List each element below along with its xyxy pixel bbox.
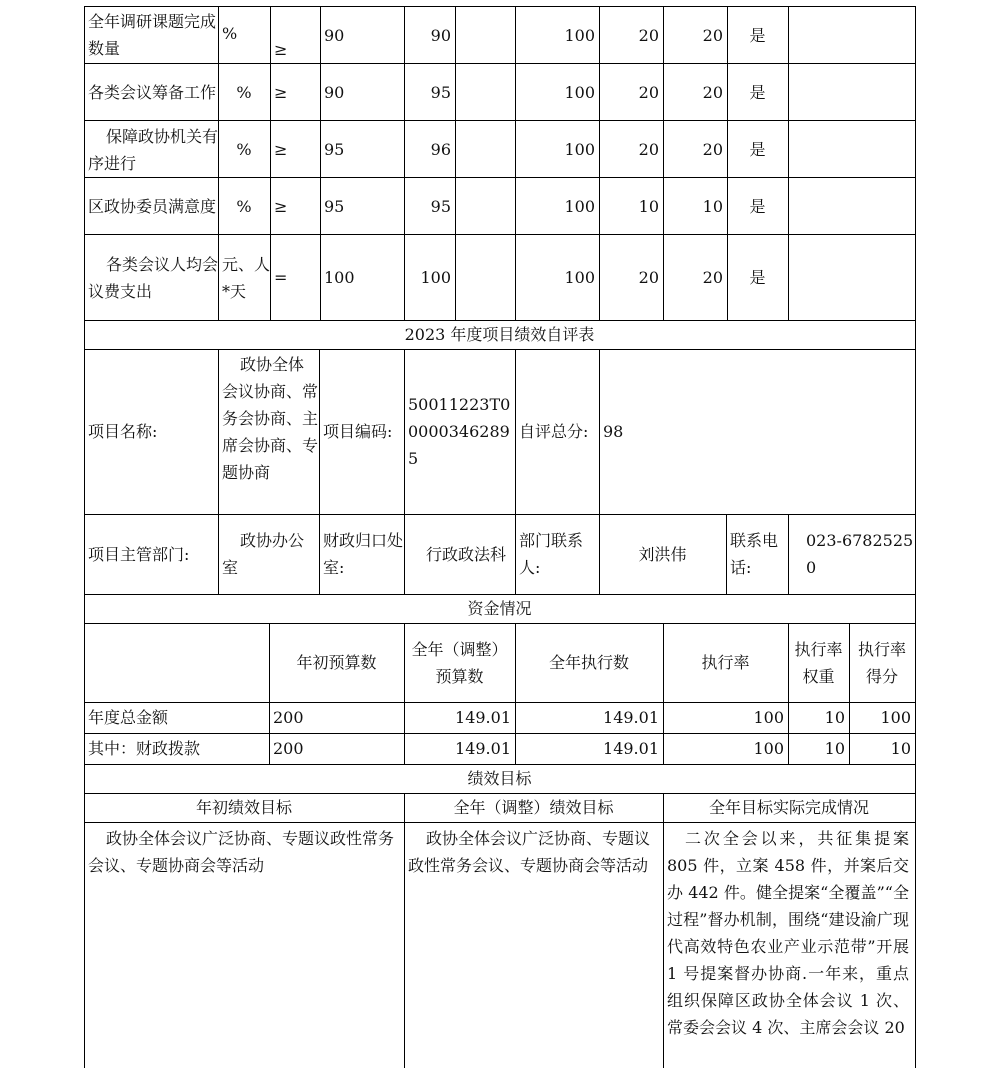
- column-divider: [404, 623, 405, 764]
- column-divider: [218, 6, 219, 320]
- self-score-value: 98: [603, 422, 624, 441]
- indicator-weight-cell: 20: [638, 268, 659, 287]
- goals-header-initial: 年初绩效目标: [195, 798, 292, 817]
- project-code-value: 50011223T000003462895: [408, 395, 511, 468]
- finance-office-label: 财政归口处室:: [323, 531, 404, 577]
- indicator-c1-cell: [455, 178, 515, 235]
- contact-label: 部门联系人:: [519, 531, 584, 577]
- indicator-symbol-cell: ≥: [274, 140, 288, 159]
- column-divider: [319, 349, 320, 514]
- phone-label: 联系电话:: [730, 531, 779, 577]
- indicator-score-cell: 20: [702, 25, 723, 45]
- column-divider: [727, 6, 728, 320]
- funds-label-cell: 年度总金额: [88, 708, 169, 727]
- funds-label-cell: 其中：财政拨款: [88, 739, 201, 758]
- row-divider: [84, 63, 916, 64]
- column-divider: [788, 6, 789, 320]
- funds-header-executed: 全年执行数: [548, 653, 629, 672]
- goals-header-adjusted: 全年（调整）绩效目标: [453, 798, 614, 817]
- column-divider: [849, 623, 850, 764]
- indicator-note-cell: [788, 121, 915, 178]
- funds-header-rate: 执行率: [701, 653, 750, 672]
- funds-initial-cell: 200: [273, 739, 304, 758]
- funds-header-blank: [84, 623, 269, 702]
- indicator-note-cell: [788, 6, 915, 64]
- row-divider: [84, 822, 916, 823]
- indicator-symbol-cell: =: [274, 268, 288, 287]
- goal-adjusted-text: 政协全体会议广泛协商、专题议政性常务会议、专题协商会等活动: [408, 829, 651, 875]
- indicator-c1-cell: [455, 64, 515, 121]
- column-divider: [515, 514, 516, 594]
- indicator-target-cell: 100: [324, 268, 355, 287]
- indicator-actual-cell: 95: [430, 197, 451, 216]
- column-divider: [218, 349, 219, 514]
- project-name-value: 政协全体会议协商、常务会协商、主席会协商、专题协商: [222, 355, 319, 482]
- dept-value: 政协办公室: [222, 531, 305, 577]
- indicator-unit-cell: %: [236, 197, 252, 216]
- indicator-c2-cell: 100: [564, 197, 595, 216]
- funds-score-cell: 100: [880, 708, 911, 727]
- goals-section-title: 绩效目标: [467, 769, 532, 788]
- table-title: 2023 年度项目绩效自评表: [404, 325, 595, 344]
- indicator-actual-cell: 95: [430, 83, 451, 102]
- indicator-c1-cell: [455, 235, 515, 320]
- row-divider: [84, 733, 916, 734]
- phone-value: 023-67825250: [806, 531, 914, 577]
- column-divider: [599, 349, 600, 514]
- contact-value: 刘洪伟: [638, 544, 687, 564]
- column-divider: [515, 623, 516, 764]
- indicator-c1-cell: [455, 121, 515, 178]
- column-divider: [599, 514, 600, 594]
- row-divider: [84, 594, 916, 595]
- indicator-weight-cell: 20: [638, 25, 659, 45]
- funds-section-title: 资金情况: [467, 599, 532, 618]
- column-divider: [404, 349, 405, 514]
- indicator-actual-cell: 100: [420, 268, 451, 287]
- column-divider: [404, 793, 405, 1068]
- funds-header-score: 执行率得分: [857, 639, 906, 686]
- indicator-symbol-cell: ≥: [274, 83, 288, 102]
- indicator-target-cell: 90: [324, 83, 345, 102]
- column-divider: [788, 623, 789, 764]
- row-divider: [84, 793, 916, 794]
- indicator-done-cell: 是: [749, 25, 766, 45]
- indicator-name-cell: 区政协委员满意度: [88, 197, 217, 216]
- funds-adjusted-cell: 149.01: [455, 708, 511, 727]
- row-divider: [84, 702, 916, 703]
- goal-actual-text: 二次全会以来，共征集提案 805 件，立案 458 件，并案后交办 442 件。健全提案“全覆盖”“全过程”督办机制，围绕“建设渝广现代高效特色农业产业示范带”开展 1 号提案督办协商.一年来，重点组织保障区政协全体会议 1 次、常委会会议 4 次、主席会会议 20: [667, 829, 909, 1037]
- indicator-weight-cell: 20: [638, 140, 659, 159]
- column-divider: [515, 6, 516, 320]
- indicator-name-cell: 保障政协机关有序进行: [88, 126, 218, 173]
- dept-label: 项目主管部门:: [88, 544, 190, 564]
- indicator-c2-cell: 100: [564, 140, 595, 159]
- self-score-label: 自评总分:: [519, 422, 589, 441]
- column-divider: [270, 6, 271, 320]
- indicator-target-cell: 95: [324, 197, 345, 216]
- funds-rate-cell: 100: [753, 708, 784, 727]
- row-divider: [84, 6, 916, 7]
- row-divider: [84, 177, 916, 178]
- column-divider: [663, 6, 664, 320]
- indicator-actual-cell: 90: [430, 25, 451, 45]
- funds-header-initial: 年初预算数: [296, 653, 377, 672]
- goal-initial-text: 政协全体会议广泛协商、专题议政性常务会议、专题协商会等活动: [88, 829, 395, 875]
- indicator-weight-cell: 20: [638, 83, 659, 102]
- indicator-c1-cell: [455, 6, 515, 64]
- funds-rate-cell: 100: [753, 739, 784, 758]
- row-divider: [84, 764, 916, 765]
- indicator-unit-cell: 元、人*天: [222, 254, 270, 301]
- column-divider: [515, 349, 516, 514]
- indicator-done-cell: 是: [749, 197, 766, 216]
- indicator-c2-cell: 100: [564, 25, 595, 45]
- indicator-note-cell: [788, 64, 915, 121]
- indicator-actual-cell: 96: [430, 140, 451, 159]
- indicator-unit-cell: %: [236, 83, 252, 102]
- funds-executed-cell: 149.01: [603, 708, 659, 727]
- indicator-done-cell: 是: [749, 83, 766, 102]
- column-divider: [218, 514, 219, 594]
- funds-weight-cell: 10: [824, 708, 845, 727]
- indicator-done-cell: 是: [749, 268, 766, 287]
- project-name-label: 项目名称:: [88, 422, 158, 441]
- row-divider: [84, 320, 916, 321]
- column-divider: [599, 6, 600, 320]
- funds-executed-cell: 149.01: [603, 739, 659, 758]
- column-divider: [269, 623, 270, 764]
- row-divider: [84, 623, 916, 624]
- goals-header-actual: 全年目标实际完成情况: [708, 798, 869, 817]
- indicator-target-cell: 90: [324, 25, 345, 45]
- indicator-name-cell: 全年调研课题完成数量: [88, 12, 217, 58]
- indicator-c2-cell: 100: [564, 268, 595, 287]
- column-divider: [788, 514, 789, 594]
- funds-weight-cell: 10: [824, 739, 845, 758]
- column-divider: [404, 514, 405, 594]
- table-border-left: [84, 6, 85, 1068]
- indicator-unit-cell: %: [222, 24, 238, 43]
- column-divider: [320, 6, 321, 320]
- indicator-done-cell: 是: [749, 140, 766, 159]
- indicator-target-cell: 95: [324, 140, 345, 159]
- funds-header-weight: 执行率权重: [794, 639, 843, 686]
- column-divider: [404, 6, 405, 320]
- row-divider: [84, 349, 916, 350]
- indicator-unit-cell: %: [236, 140, 252, 159]
- column-divider: [319, 514, 320, 594]
- indicator-note-cell: [788, 235, 915, 320]
- indicator-score-cell: 10: [702, 197, 723, 216]
- indicator-score-cell: 20: [702, 268, 723, 287]
- indicator-weight-cell: 10: [638, 197, 659, 216]
- row-divider: [84, 234, 916, 235]
- indicator-c2-cell: 100: [564, 83, 595, 102]
- project-code-label: 项目编码:: [323, 422, 393, 441]
- indicator-symbol-cell: ≥: [274, 197, 288, 216]
- column-divider: [726, 514, 727, 594]
- row-divider: [84, 514, 916, 515]
- indicator-score-cell: 20: [702, 140, 723, 159]
- finance-office-value: 行政政法科: [426, 544, 507, 564]
- indicator-name-cell: 各类会议筹备工作: [88, 83, 217, 102]
- funds-initial-cell: 200: [273, 708, 304, 727]
- funds-score-cell: 10: [890, 739, 911, 758]
- indicator-score-cell: 20: [702, 83, 723, 102]
- column-divider: [663, 623, 664, 764]
- indicator-note-cell: [788, 178, 915, 235]
- row-divider: [84, 120, 916, 121]
- column-divider: [455, 6, 456, 320]
- funds-adjusted-cell: 149.01: [455, 739, 511, 758]
- funds-header-adjusted: 全年（调整）预算数: [411, 639, 508, 686]
- table-border-right: [915, 6, 916, 1068]
- column-divider: [663, 793, 664, 1068]
- indicator-symbol-cell: ≥: [274, 40, 288, 59]
- indicator-name-cell: 各类会议人均会议费支出: [88, 254, 218, 301]
